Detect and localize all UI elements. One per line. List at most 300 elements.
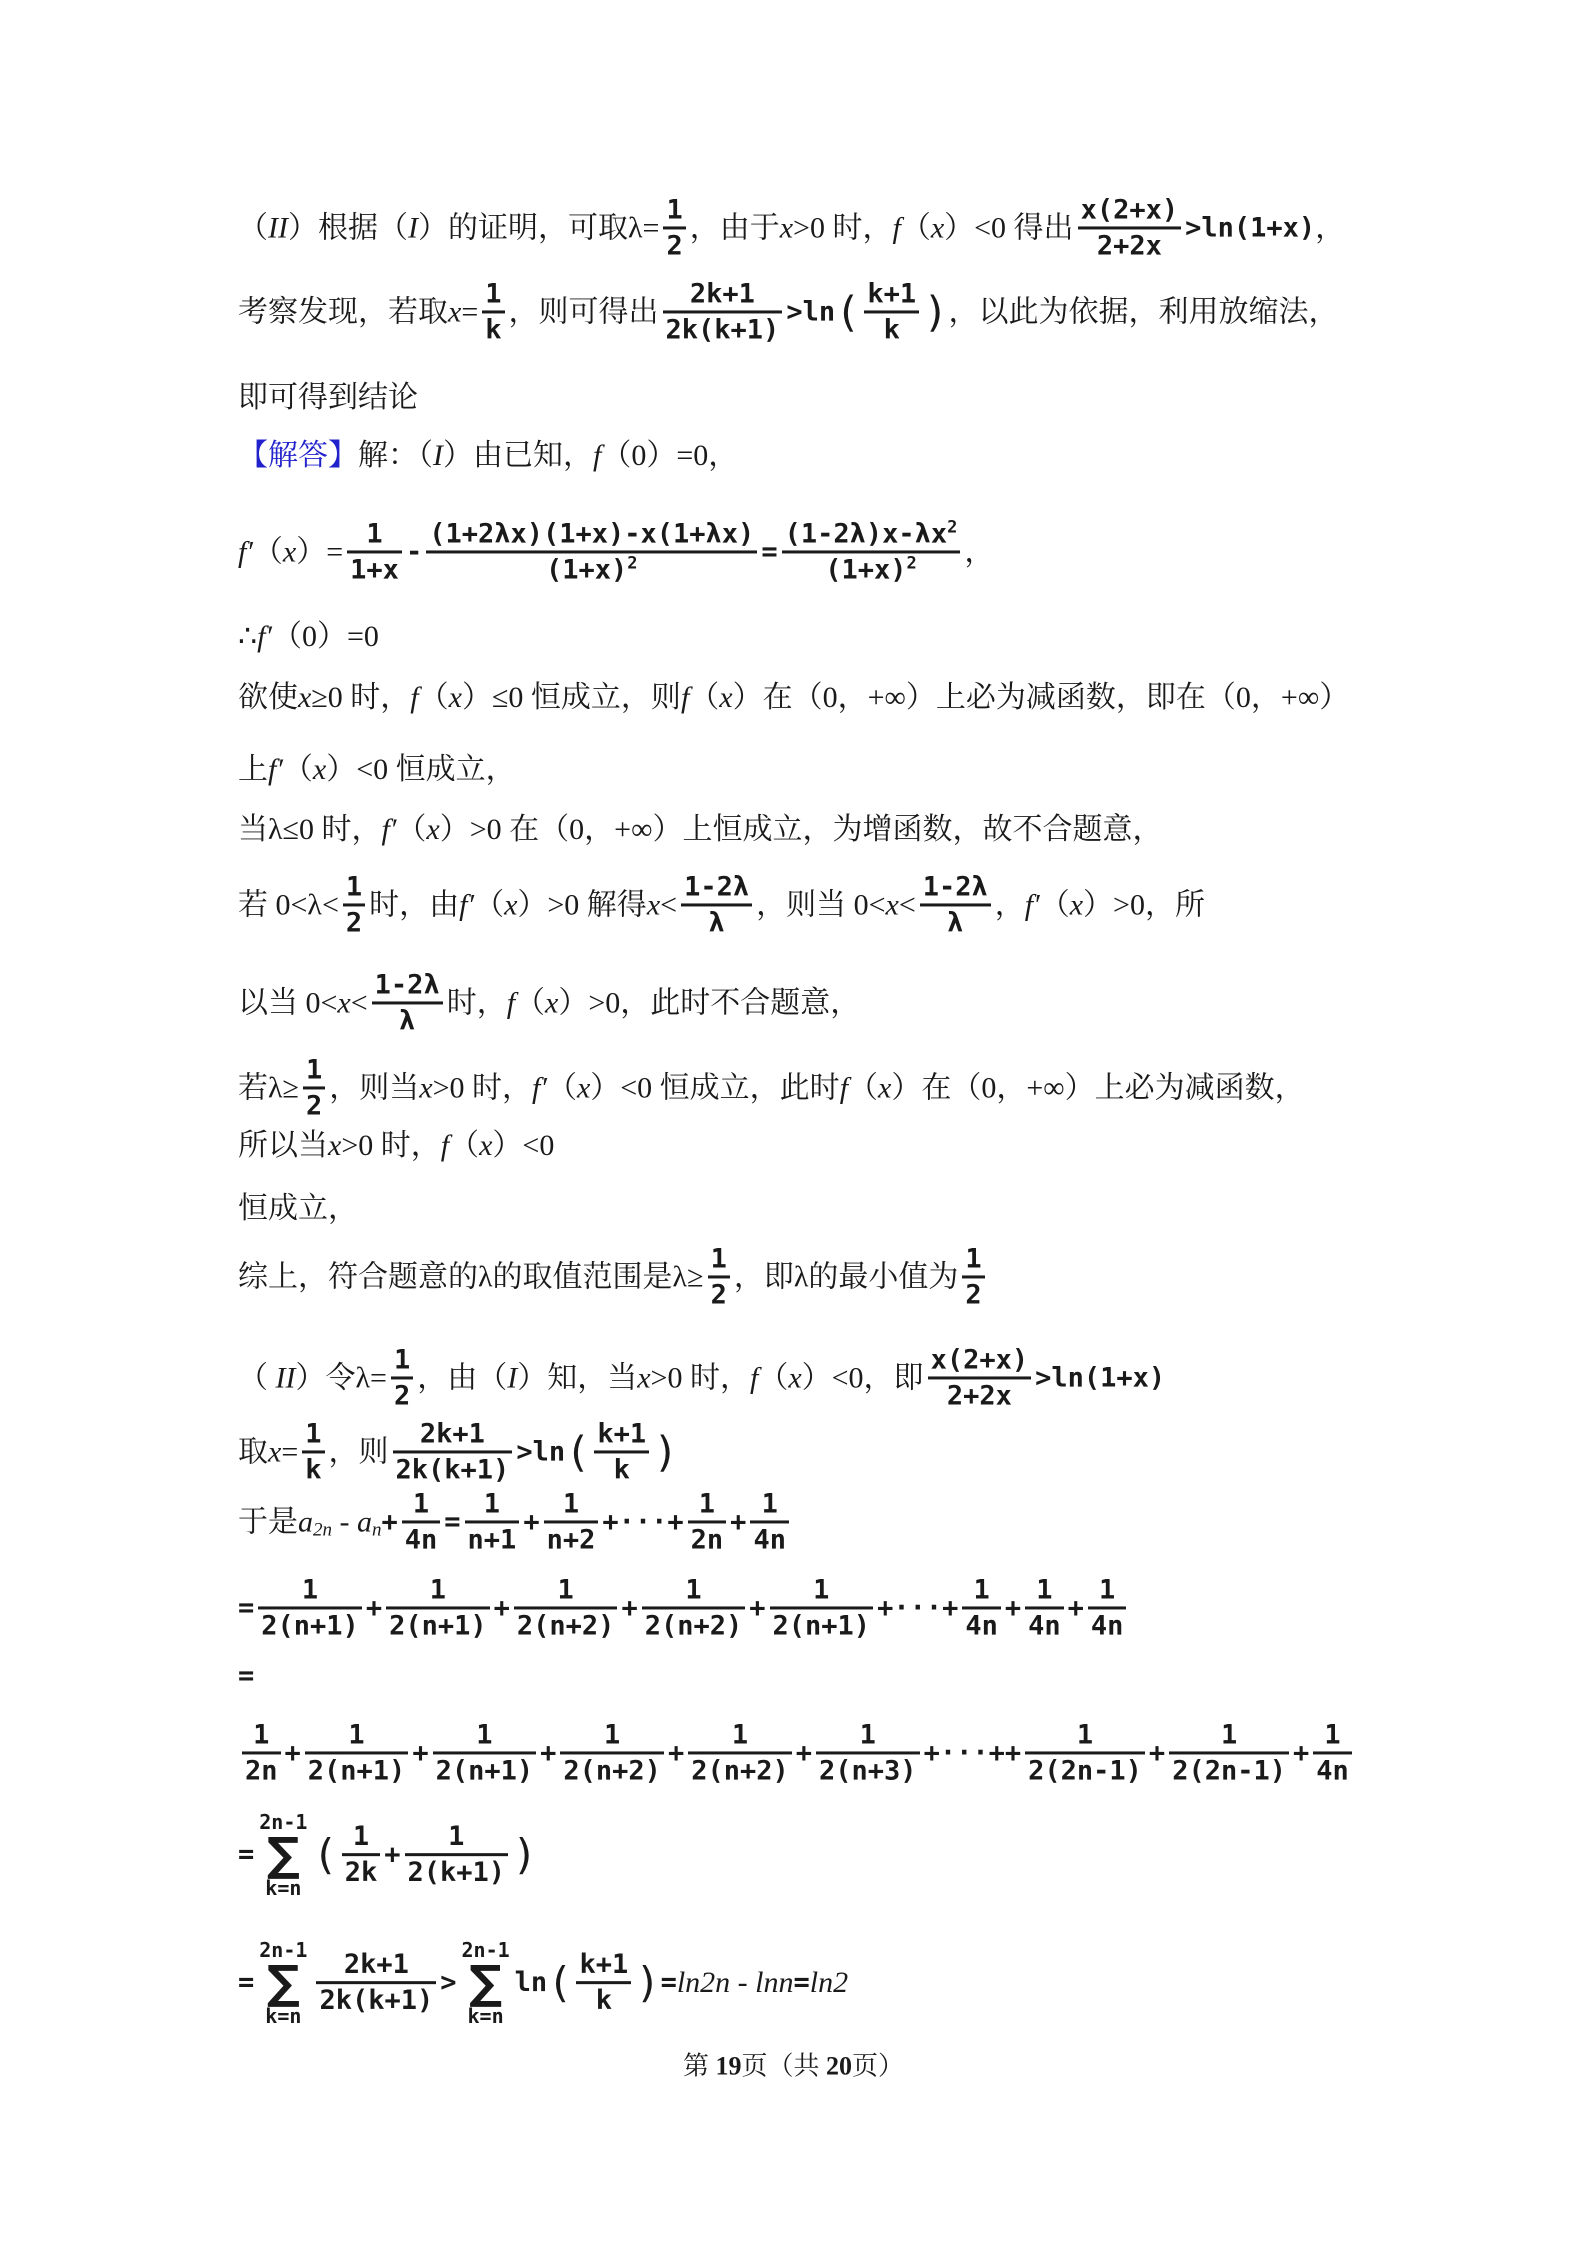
math-text: k <box>613 1454 630 1486</box>
math-fraction <box>708 1242 730 1311</box>
fraction-denominator <box>944 907 966 940</box>
text: （ <box>758 1361 789 1394</box>
math-text: 2k+1 <box>419 1418 485 1450</box>
math-fraction <box>663 193 685 262</box>
fraction-numerator <box>1321 1718 1343 1751</box>
math-fraction <box>386 1573 490 1642</box>
fraction-denominator <box>303 1090 325 1123</box>
fraction-denominator <box>816 1755 920 1788</box>
fraction-numerator <box>341 1948 412 1981</box>
math-text: = <box>238 1660 255 1692</box>
math-variable: x <box>788 1361 802 1394</box>
fraction-denominator <box>663 230 685 263</box>
fraction-denominator <box>962 1610 1001 1643</box>
math-text: 1 <box>1324 1719 1341 1751</box>
math-text: 2n <box>245 1755 278 1787</box>
paren: ) <box>512 1830 538 1879</box>
math-variable: f′ <box>1024 888 1040 921</box>
math-text: 1 <box>1076 1719 1094 1751</box>
solution-line-14 <box>238 1191 358 1227</box>
math-text: = <box>238 1839 255 1871</box>
math-fraction <box>576 1948 631 2017</box>
text: ≥0 时， <box>311 681 411 714</box>
math-text: + <box>384 1839 401 1871</box>
math-text: 1 <box>859 1719 876 1751</box>
paren: ( <box>835 287 861 336</box>
fraction-denominator <box>305 1755 409 1788</box>
subscript: 2n <box>313 1519 332 1540</box>
text: ）>0 解得 <box>517 888 647 921</box>
text: 以当 0< <box>238 986 338 1019</box>
math-fraction <box>372 968 443 1037</box>
math-text: 1 <box>483 1488 501 1520</box>
math-fraction <box>1169 1718 1289 1787</box>
math-variable: f <box>749 1361 759 1394</box>
math-fraction <box>343 870 365 939</box>
text: ， <box>1315 211 1346 244</box>
fraction-numerator <box>473 1718 495 1751</box>
math-text: 1 <box>1220 1719 1238 1751</box>
fraction-denominator <box>1313 1755 1352 1788</box>
fraction-denominator <box>822 554 920 587</box>
text: （ <box>418 681 449 714</box>
math-variable: x <box>448 681 462 714</box>
math-text: 2(n+2) <box>516 1610 615 1642</box>
text: 上 <box>238 753 268 786</box>
math-text: x(2+x) <box>1080 194 1179 226</box>
math-text: + <box>523 1506 540 1538</box>
summation-lower-limit: k=n <box>265 2003 302 2028</box>
series-line-2 <box>238 1573 1130 1642</box>
math-text: k+1 <box>579 1949 629 1981</box>
math-fraction <box>316 1948 436 2017</box>
text: ）令λ= <box>295 1361 387 1394</box>
math-fraction <box>544 1487 599 1556</box>
text: >0 时， <box>650 1361 750 1394</box>
math-text: + <box>730 1506 747 1538</box>
math-text: 2(n+1) <box>389 1610 487 1642</box>
text: 第 <box>682 2051 716 2081</box>
math-fraction <box>663 277 783 346</box>
math-variable: x <box>268 1435 282 1468</box>
fraction-denominator <box>543 554 641 587</box>
text: 解：（ <box>358 439 433 472</box>
math-fraction <box>688 1718 792 1787</box>
text: （ <box>515 986 546 1019</box>
fraction-denominator <box>1088 1610 1127 1643</box>
math-text: 2(n+2) <box>691 1755 789 1787</box>
math-variable: x <box>337 986 351 1019</box>
conclusion-line <box>238 1242 989 1311</box>
math-text: 1 <box>485 278 502 310</box>
math-text: 1 <box>345 871 363 903</box>
math-variable: f <box>410 681 419 714</box>
math-text: 2 <box>666 230 683 262</box>
math-text: 2(k+1) <box>407 1857 506 1889</box>
math-variable: x <box>479 1129 493 1162</box>
text: （ <box>546 1071 577 1104</box>
math-variable: f <box>506 986 516 1019</box>
math-text: + <box>284 1737 301 1769</box>
part2-line-2 <box>238 1417 678 1486</box>
fraction-numerator <box>759 1487 781 1520</box>
math-text: = <box>761 536 778 568</box>
fraction-denominator <box>593 1985 615 2018</box>
text: （ <box>238 1361 276 1394</box>
math-text: k <box>883 314 900 346</box>
math-text: 2(n+2) <box>644 1610 743 1642</box>
text: ，则当 0< <box>756 888 886 921</box>
text: ）>0，此时不合题意， <box>558 986 861 1019</box>
math-text: + <box>493 1592 510 1624</box>
text: ）<0 得出 <box>944 211 1074 244</box>
text: 若λ≥ <box>238 1071 300 1104</box>
math-variable: f <box>593 439 602 472</box>
math-text: + <box>1148 1737 1166 1769</box>
fraction-numerator <box>445 1820 467 1853</box>
math-variable: a <box>298 1505 313 1538</box>
math-text: 1 <box>710 1243 727 1275</box>
math-text: = <box>238 1967 255 1999</box>
math-text: 2 <box>306 1090 323 1122</box>
math-text: λ <box>399 1005 416 1037</box>
math-text: 1-2λ <box>374 969 440 1001</box>
math-text: = <box>238 1592 255 1624</box>
fraction-denominator <box>611 1454 633 1487</box>
summation-line-1 <box>238 1811 537 1899</box>
math-fraction <box>514 1573 618 1642</box>
math-fraction <box>816 1718 920 1787</box>
text: 恒成立， <box>238 1192 358 1225</box>
text: （ <box>396 813 427 846</box>
fraction-denominator <box>1169 1755 1289 1788</box>
solution-line-10 <box>238 870 1205 939</box>
text: ，则可得出 <box>508 295 659 328</box>
math-variable: x <box>576 1071 591 1104</box>
series-line-1 <box>238 1487 793 1556</box>
text: >0 时， <box>793 211 893 244</box>
math-text: 2(n+3) <box>819 1755 917 1787</box>
text: 于是 <box>238 1505 298 1538</box>
math-variable: f <box>892 211 901 244</box>
text: ，由（ <box>417 1361 508 1394</box>
fraction-denominator <box>343 907 365 940</box>
solution-line-13 <box>238 1128 554 1164</box>
math-text: >ln <box>516 1436 566 1468</box>
math-text: + <box>667 1737 685 1769</box>
math-text: λ <box>947 907 964 939</box>
fraction-denominator <box>302 1454 324 1487</box>
series-line-3 <box>238 1660 254 1691</box>
text: 所以当 <box>238 1129 328 1162</box>
text: （ <box>900 211 931 244</box>
math-fraction <box>1313 1718 1352 1787</box>
fraction-denominator <box>482 314 504 347</box>
summation <box>259 1939 307 2027</box>
fraction-numerator <box>482 277 504 310</box>
fraction-denominator <box>402 1524 441 1557</box>
superscript: 2 <box>906 553 917 574</box>
math-text: (1+x) <box>545 554 628 586</box>
text: >0 时， <box>432 1071 533 1104</box>
math-text: = <box>793 1967 810 1999</box>
math-text: (1+x) <box>825 554 907 586</box>
paren: ( <box>547 1958 573 2007</box>
fraction-denominator <box>396 1005 418 1038</box>
math-text: 2+2x <box>1096 230 1162 262</box>
paren: ) <box>923 287 949 336</box>
summation-lower-limit: k=n <box>467 2003 504 2028</box>
summation-upper-limit: 2n-1 <box>259 1938 308 1963</box>
math-variable: x <box>878 1071 892 1104</box>
text: ）的证明，可取λ= <box>417 211 660 244</box>
fraction-denominator <box>391 1380 413 1413</box>
fraction-numerator <box>345 1718 367 1751</box>
math-text: 1-2λ <box>922 871 988 903</box>
text: ）<0，即 <box>801 1361 924 1394</box>
fraction-denominator <box>386 1610 490 1643</box>
fraction-numerator <box>920 870 991 903</box>
math-variable: x <box>426 813 440 846</box>
sigma-icon: ∑ <box>266 1827 300 1882</box>
math-fraction <box>928 1343 1032 1412</box>
text: ）在（0，+∞）上必为减函数，即在（0，+∞） <box>732 681 1350 714</box>
math-text: 1 <box>562 1488 580 1520</box>
fraction-numerator <box>601 1718 623 1751</box>
math-fraction <box>258 1573 362 1642</box>
fraction-numerator <box>363 517 385 550</box>
fraction-denominator <box>242 1755 281 1788</box>
answer-label: 【解答】 <box>238 439 358 472</box>
math-text: 4n <box>965 1610 998 1642</box>
text: ，由于 <box>689 211 780 244</box>
math-variable: f′ <box>257 620 272 653</box>
fraction-numerator <box>687 277 758 310</box>
fraction-numerator <box>391 1343 413 1376</box>
math-text: 1 <box>731 1719 749 1751</box>
math-variable: x <box>282 535 297 568</box>
math-text: + <box>795 1737 813 1769</box>
math-text: 2k(k+1) <box>665 314 780 346</box>
math-text: λ <box>708 907 725 939</box>
math-variable: I <box>507 1361 518 1394</box>
superscript: 2 <box>947 517 958 538</box>
math-text: +···++ <box>923 1737 1022 1769</box>
math-text: + <box>412 1737 429 1769</box>
fraction-numerator <box>350 1820 372 1853</box>
text: 页） <box>852 2051 905 2081</box>
fraction-denominator <box>688 1755 792 1788</box>
fraction-numerator <box>1096 1573 1118 1606</box>
part2-line-1 <box>238 1343 1165 1412</box>
math-text: 4n <box>753 1524 786 1556</box>
math-text: 4n <box>1090 1610 1124 1642</box>
text: ，以此为依据，利用放缩法， <box>948 295 1339 328</box>
math-text: n+1 <box>467 1524 517 1556</box>
math-text: 2(n+2) <box>563 1755 661 1787</box>
math-text: 1 <box>813 1574 830 1606</box>
math-fraction <box>342 1820 381 1889</box>
math-text: +···+ <box>602 1506 684 1538</box>
fraction-denominator <box>258 1610 362 1643</box>
text: 时， <box>446 986 507 1019</box>
math-variable: - <box>332 1505 357 1538</box>
math-text: 2k(k+1) <box>395 1454 510 1486</box>
math-text: k+1 <box>597 1418 647 1450</box>
math-fraction <box>770 1573 874 1642</box>
math-text: 2 <box>345 907 363 939</box>
math-variable: ln2n - lnn <box>676 1966 794 1999</box>
text: ，即λ的最小值为 <box>733 1260 959 1293</box>
summation <box>259 1811 307 1899</box>
math-text: 1 <box>305 1418 322 1450</box>
math-fraction <box>405 1820 509 1889</box>
fraction-denominator <box>544 1524 599 1557</box>
math-text: 1 <box>698 1488 716 1520</box>
math-variable: I <box>433 439 443 472</box>
fraction-numerator <box>1218 1718 1240 1751</box>
text: （ <box>282 753 313 786</box>
text: ）>0，所 <box>1083 888 1205 921</box>
fraction-denominator <box>881 314 903 347</box>
math-fraction <box>594 1417 649 1486</box>
text: （0）=0 <box>272 620 379 653</box>
math-text: 1 <box>604 1719 621 1751</box>
fraction-denominator <box>1025 1755 1145 1788</box>
math-text: 1 <box>306 1054 323 1086</box>
math-text: 2 <box>710 1279 727 1311</box>
math-fraction <box>302 1417 324 1486</box>
summation-line-2 <box>238 1939 848 2027</box>
sigma-icon: ∑ <box>469 1955 503 2010</box>
math-fraction <box>1025 1573 1064 1642</box>
fraction-denominator <box>560 1755 664 1788</box>
text: 时，由 <box>369 888 460 921</box>
math-text: +···+ <box>877 1592 959 1624</box>
page-number: 20 <box>826 2051 852 2081</box>
math-variable: x <box>885 888 899 921</box>
math-text: 1 <box>393 1344 411 1376</box>
math-variable: x <box>779 211 794 244</box>
solution-line-7 <box>238 680 1349 716</box>
math-text: = <box>444 1506 461 1538</box>
fraction-numerator <box>576 1948 631 1981</box>
math-text: 2(2n-1) <box>1028 1755 1142 1787</box>
text: ， <box>964 535 995 568</box>
fraction-numerator <box>302 1417 324 1450</box>
fraction-denominator <box>642 1610 746 1643</box>
solution-line-12 <box>238 1053 1305 1122</box>
math-fraction <box>482 277 504 346</box>
math-fraction <box>465 1487 520 1556</box>
fraction-denominator <box>944 1380 1015 1413</box>
math-text: 2(n+1) <box>772 1610 871 1642</box>
math-variable: x <box>646 888 661 921</box>
fraction-numerator <box>372 968 443 1001</box>
math-variable: x <box>312 753 327 786</box>
summation <box>462 1939 510 2027</box>
fraction-denominator <box>393 1454 513 1487</box>
text: ）根据（ <box>287 211 408 244</box>
math-fraction <box>1078 193 1182 262</box>
fraction-denominator <box>514 1610 618 1643</box>
fraction-denominator <box>663 314 783 347</box>
math-fraction <box>402 1487 441 1556</box>
fraction-numerator <box>303 1053 325 1086</box>
math-text: 1-2λ <box>684 871 750 903</box>
math-variable: x <box>1069 888 1084 921</box>
page-footer <box>0 2050 1587 2081</box>
text: ）由已知， <box>443 439 593 472</box>
text: ，则 <box>328 1435 389 1468</box>
math-fraction <box>920 870 991 939</box>
answer-header-line <box>238 438 738 474</box>
text: 页（共 <box>741 2051 826 2081</box>
math-text: + <box>540 1737 557 1769</box>
text: < <box>350 986 368 1019</box>
fraction-numerator <box>410 1487 432 1520</box>
math-text: 2k(k+1) <box>319 1985 434 2017</box>
solution-line-11 <box>238 968 860 1037</box>
text: ）= <box>296 535 344 568</box>
math-variable: II <box>275 1361 296 1394</box>
math-text: 1 <box>412 1488 430 1520</box>
math-text: 1 <box>429 1574 446 1606</box>
math-text: k <box>485 314 502 346</box>
fraction-numerator <box>962 1242 984 1275</box>
math-text: > <box>440 1967 457 1999</box>
math-text: 1 <box>366 518 383 550</box>
math-text: 2(2n-1) <box>1172 1755 1286 1787</box>
sigma-icon: ∑ <box>266 1955 300 2010</box>
text: >0 时， <box>341 1129 441 1162</box>
math-text: 4n <box>1316 1755 1349 1787</box>
fraction-numerator <box>681 870 752 903</box>
fraction-numerator <box>1078 193 1182 226</box>
fraction-denominator <box>342 1857 381 1890</box>
fraction-denominator <box>688 1524 727 1557</box>
math-variable: f <box>440 1129 450 1162</box>
math-fraction <box>303 1053 325 1122</box>
fraction-numerator <box>250 1718 272 1751</box>
math-text: 2n <box>690 1524 724 1556</box>
text: 即可得到结论 <box>238 381 418 414</box>
text: 当λ≤0 时， <box>238 813 382 846</box>
fraction-numerator <box>555 1573 577 1606</box>
math-text: - <box>405 536 423 568</box>
math-variable: x <box>637 1361 651 1394</box>
math-text: 1 <box>448 1821 465 1853</box>
fraction-denominator <box>962 1279 984 1312</box>
series-line-4 <box>238 1718 1356 1787</box>
fraction-numerator <box>299 1573 321 1606</box>
math-text: 2(n+1) <box>435 1755 534 1787</box>
fraction-numerator <box>560 1487 582 1520</box>
paren: ) <box>635 1958 661 2007</box>
math-text: 2(n+1) <box>307 1755 406 1787</box>
summation-upper-limit: 2n-1 <box>259 1810 308 1835</box>
math-text: 1 <box>965 1243 982 1275</box>
text: （ <box>238 211 268 244</box>
math-text: k+1 <box>867 278 917 310</box>
fraction-numerator <box>928 1343 1032 1376</box>
summation-upper-limit: 2n-1 <box>461 1938 510 1963</box>
text: = <box>281 1435 299 1468</box>
fraction-numerator <box>1074 1718 1096 1751</box>
math-fraction <box>393 1417 513 1486</box>
math-fraction <box>347 517 402 586</box>
math-variable: x <box>419 1071 433 1104</box>
